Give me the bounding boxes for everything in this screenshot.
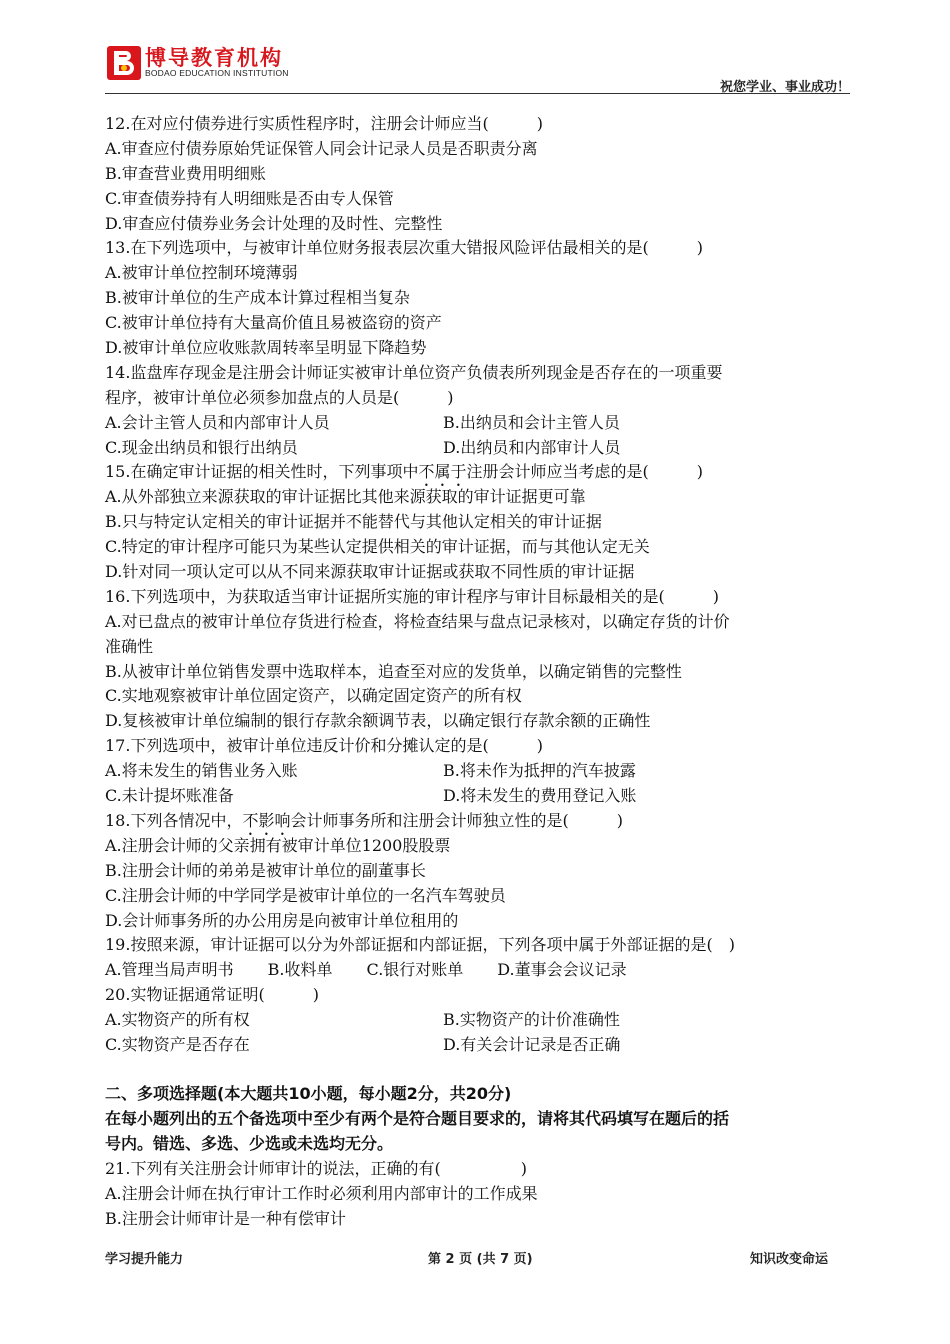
question-21-option-b: B.注册会计师审计是一种有偿审计 — [105, 1208, 346, 1228]
footer-right-motto: 知识改变命运 — [750, 1252, 829, 1267]
question-12-option-c: C.审查债券持有人明细账是否由专人保管 — [105, 188, 394, 208]
question-12-option-b: B.审查营业费用明细账 — [105, 163, 266, 183]
question-12-option-a: A.审查应付债券原始凭证保管人同会计记录人员是否职责分离 — [105, 138, 538, 158]
question-15-stem-suffix: 注册会计师应当考虑的是( ) — [466, 462, 703, 482]
question-14-options-row-1 — [105, 411, 850, 436]
question-15-stem-prefix: 15.在确定审计证据的相关性时，下列事项中 — [105, 462, 419, 482]
bodao-logo — [107, 46, 287, 82]
question-20-option-b: B.实物资产的计价准确性 — [443, 1010, 620, 1030]
question-14-stem-line-2: 程序，被审计单位必须参加盘点的人员是( ) — [105, 387, 454, 407]
footer-left-motto: 学习提升能力 — [105, 1252, 184, 1267]
question-14-option-b: B.出纳员和会计主管人员 — [443, 412, 620, 432]
question-13-option-b: B.被审计单位的生产成本计算过程相当复杂 — [105, 288, 410, 308]
question-15-option-c: C.特定的审计程序可能只为某些认定提供相关的审计证据，而与其他认定无关 — [105, 537, 650, 557]
bodao-logo-icon — [107, 46, 141, 80]
question-14-option-d: D.出纳员和内部审计人员 — [443, 437, 621, 457]
question-13-option-a: A.被审计单位控制环境薄弱 — [105, 263, 298, 283]
question-14-stem-line-1: 14.监盘库存现金是注册会计师证实被审计单位资产负债表所列现金是否存在的一项重要 — [105, 362, 723, 382]
question-13-stem: 13.在下列选项中，与被审计单位财务报表层次重大错报风险评估最相关的是( ) — [105, 238, 703, 258]
question-13-option-d: D.被审计单位应收账款周转率呈明显下降趋势 — [105, 338, 427, 358]
question-16-option-c: C.实地观察被审计单位固定资产，以确定固定资产的所有权 — [105, 686, 522, 706]
question-19-options-row — [105, 958, 850, 983]
question-17-option-c: C.未计提坏账准备 — [105, 786, 234, 806]
question-17-option-a: A.将未发生的销售业务入账 — [105, 761, 298, 781]
logo-english-name: BODAO EDUCATION INSTITUTION — [145, 68, 289, 78]
question-19-option-c: C.银行对账单 — [366, 960, 464, 980]
logo-chinese-name: 博导教育机构 — [145, 46, 283, 70]
question-18-stem — [105, 809, 850, 834]
question-17-options-row-2 — [105, 784, 850, 809]
header-slogan: 祝您学业、事业成功！ — [719, 80, 850, 95]
footer-page-number: 第 2 页 (共 7 页) — [428, 1252, 533, 1267]
question-16-stem: 16.下列选项中，为获取适当审计证据所实施的审计程序与审计目标最相关的是( ) — [105, 586, 719, 606]
question-21-stem: 21.下列有关注册会计师审计的说法，正确的有( ) — [105, 1159, 527, 1179]
question-17-option-d: D.将未发生的费用登记入账 — [443, 786, 637, 806]
question-16-option-b: B.从被审计单位销售发票中选取样本，追查至对应的发货单，以确定销售的完整性 — [105, 661, 682, 681]
question-14-option-a: A.会计主管人员和内部审计人员 — [105, 412, 330, 432]
section-2-instructions-line-2: 号内。错选、多选、少选或未选均无分。 — [105, 1134, 394, 1154]
question-18-option-c: C.注册会计师的中学同学是被审计单位的一名汽车驾驶员 — [105, 885, 506, 905]
question-12-stem: 12.在对应付债券进行实质性程序时，注册会计师应当( ) — [105, 114, 543, 133]
question-20-option-d: D.有关会计记录是否正确 — [443, 1034, 621, 1054]
question-17-stem: 17.下列选项中，被审计单位违反计价和分摊认定的是( ) — [105, 736, 543, 756]
question-19-option-d: D.董事会会议记录 — [497, 960, 627, 980]
section-spacer — [105, 1058, 850, 1083]
question-12-option-d: D.审查应付债券业务会计处理的及时性、完整性 — [105, 213, 443, 233]
question-15-emphasis: 不属于 — [418, 462, 467, 482]
question-15-stem — [105, 460, 850, 485]
section-2-instructions-line-1: 在每小题列出的五个备选项中至少有两个是符合题目要求的，请将其代码填写在题后的括 — [105, 1109, 730, 1129]
question-20-options-row-1 — [105, 1008, 850, 1033]
question-18-stem-suffix: 会计师事务所和注册会计师独立性的是( ) — [290, 810, 623, 830]
question-18-emphasis: 不影响 — [242, 810, 291, 830]
exam-content — [105, 112, 850, 1232]
question-17-option-b: B.将未作为抵押的汽车披露 — [443, 761, 636, 781]
question-17-options-row-1 — [105, 759, 850, 784]
question-16-option-d: D.复核被审计单位编制的银行存款余额调节表，以确定银行存款余额的正确性 — [105, 711, 651, 731]
section-2-title: 二、多项选择题(本大题共10小题，每小题2分，共20分) — [105, 1084, 512, 1104]
question-20-stem: 20.实物证据通常证明( ) — [105, 985, 319, 1005]
question-14-option-c: C.现金出纳员和银行出纳员 — [105, 437, 298, 457]
question-14-options-row-2 — [105, 436, 850, 461]
question-20-option-a: A.实物资产的所有权 — [105, 1010, 250, 1030]
question-18-option-d: D.会计师事务所的办公用房是向被审计单位租用的 — [105, 910, 459, 930]
question-15-option-d: D.针对同一项认定可以从不同来源获取审计证据或获取不同性质的审计证据 — [105, 562, 635, 582]
header-divider — [105, 93, 850, 94]
question-19-option-a: A.管理当局声明书 — [105, 960, 234, 980]
question-16-option-a-line-1: A.对已盘点的被审计单位存货进行检查，将检查结果与盘点记录核对，以确定存货的计价 — [105, 611, 730, 631]
question-18-option-b: B.注册会计师的弟弟是被审计单位的副董事长 — [105, 860, 426, 880]
question-20-options-row-2 — [105, 1033, 850, 1058]
question-18-stem-prefix: 18.下列各情况中， — [105, 810, 243, 830]
question-15-option-a: A.从外部独立来源获取的审计证据比其他来源获取的审计证据更可靠 — [105, 487, 586, 507]
question-21-option-a: A.注册会计师在执行审计工作时必须利用内部审计的工作成果 — [105, 1184, 538, 1203]
question-16-option-a-line-2: 准确性 — [105, 636, 154, 656]
question-13-option-c: C.被审计单位持有大量高价值且易被盗窃的资产 — [105, 313, 442, 333]
question-19-stem: 19.按照来源，审计证据可以分为外部证据和内部证据，下列各项中属于外部证据的是( ) — [105, 935, 735, 955]
question-15-option-b: B.只与特定认定相关的审计证据并不能替代与其他认定相关的审计证据 — [105, 512, 602, 532]
question-18-option-a: A.注册会计师的父亲拥有被审计单位1200股股票 — [105, 835, 451, 855]
question-20-option-c: C.实物资产是否存在 — [105, 1034, 250, 1054]
question-19-option-b: B.收料单 — [267, 960, 333, 980]
